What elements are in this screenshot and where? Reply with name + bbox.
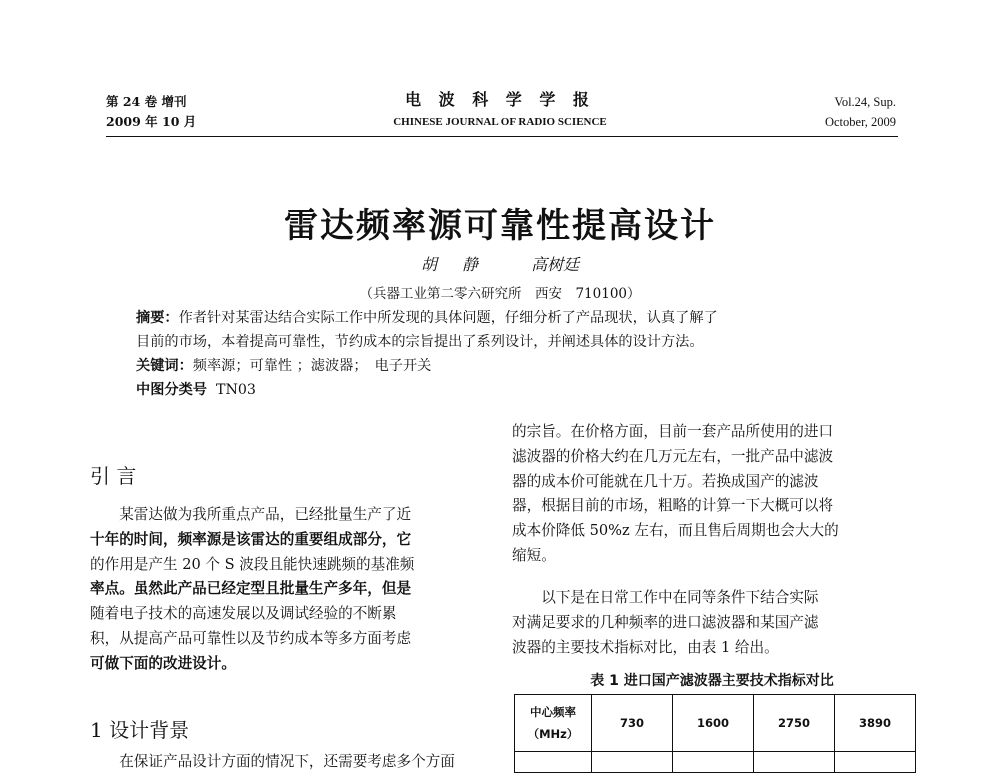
body-line: 波器的主要技术指标对比，由表 1 给出。 <box>512 638 779 656</box>
right-column-para-b <box>512 586 912 660</box>
body-line: 器的成本价可能就在几十万。若换成国产的滤波 <box>512 472 819 490</box>
body-line: 随着电子技术的高速发展以及调试经验的不断累 <box>90 605 397 623</box>
abstract-label: 摘要： <box>136 310 179 326</box>
table-cell <box>673 752 754 773</box>
body-line: 器，根据目前的市场，粗略的计算一下大概可以将 <box>512 497 834 515</box>
body-line: 某雷达做为我所重点产品，已经批量生产了近 <box>119 506 412 523</box>
table-row <box>515 752 916 773</box>
abstract-block <box>136 306 876 402</box>
body-line: 的宗旨。在价格方面，目前一套产品所使用的进口 <box>512 423 834 440</box>
paper-title: 雷达频率源可靠性提高设计 <box>284 206 716 246</box>
classification-line <box>136 378 876 402</box>
abstract-text-2: 目前的市场，本着提高可靠性，节约成本的宗旨提出了系列设计，并阐述具体的设计方法。 <box>136 334 704 350</box>
body-line: 的作用是产生 20 个 S 波段且能快速跳频的基准频 <box>90 555 415 573</box>
body-line: 对满足要求的几种频率的进口滤波器和某国产滤 <box>512 613 819 631</box>
body-line: 可做下面的改进设计。 <box>90 654 236 672</box>
running-header-vol-en <box>825 92 896 132</box>
header-label-line-1: 中心频率 <box>530 705 576 719</box>
spec-table-wrap <box>514 694 916 760</box>
body-line: 滤波器的价格大约在几万元左右，一批产品中滤波 <box>512 447 834 465</box>
table-header-label <box>515 695 592 752</box>
table-caption: 表 1 进口国产滤波器主要技术指标对比 <box>590 673 834 689</box>
header-rule <box>106 136 898 137</box>
author-1: 胡 静 <box>420 255 478 274</box>
section-intro-heading: 引 言 <box>90 464 137 488</box>
body-line: 积，从提高产品可靠性以及节约成本等多方面考虑 <box>90 629 412 647</box>
author-2: 高树廷 <box>531 255 580 274</box>
table-cell <box>754 752 835 773</box>
table-col-730: 730 <box>592 695 673 752</box>
section-intro-body <box>90 503 492 677</box>
classification-label: 中图分类号 <box>136 382 207 398</box>
body-line: 缩短。 <box>512 546 556 564</box>
header-volume-en: Vol.24, Sup. <box>834 95 896 109</box>
right-column-para-a <box>512 420 912 569</box>
keywords-line <box>136 354 876 378</box>
body-line: 以下是在日常工作中在同等条件下结合实际 <box>541 589 819 606</box>
abstract-line-1 <box>136 306 876 330</box>
body-line: 率点。虽然此产品已经定型且批量生产多年，但是 <box>90 580 412 598</box>
table-cell <box>515 752 592 773</box>
section-background-partial <box>90 750 492 770</box>
journal-name-cn: 电 波 科 学 学 报 <box>405 90 595 109</box>
journal-name-en: CHINESE JOURNAL OF RADIO SCIENCE <box>393 116 607 128</box>
abstract-text-1: 作者针对某雷达结合实际工作中所发现的具体问题，仔细分析了产品现状，认真了解了 <box>178 310 718 326</box>
table-col-3890: 3890 <box>835 695 916 752</box>
body-line: 成本价降低 50%z 左右，而且售后周期也会大大的 <box>512 522 839 540</box>
keywords-text: 频率源；可靠性 ；滤波器； 电子开关 <box>192 358 432 374</box>
section-background-heading: 1 设计背景 <box>90 718 190 742</box>
header-date-cn: 2009 年 10 月 <box>106 114 197 129</box>
spec-table <box>514 694 916 773</box>
table-col-2750: 2750 <box>754 695 835 752</box>
table-col-1600: 1600 <box>673 695 754 752</box>
header-date-en: October, 2009 <box>824 115 896 129</box>
keywords-label: 关键词： <box>136 358 193 374</box>
table-cell <box>592 752 673 773</box>
classification-value: TN03 <box>215 382 256 398</box>
body-line-partial: 在保证产品设计方面的情况下，还需要考虑多个方面 <box>119 753 455 770</box>
table-header-row <box>515 695 916 752</box>
table-cell <box>835 752 916 773</box>
header-volume-issue: 第 24 卷 增刊 <box>106 94 187 109</box>
header-label-line-2: （MHz） <box>527 727 579 741</box>
author-list <box>0 252 1000 275</box>
body-line: 十年的时间，频率源是该雷达的重要组成部分，它 <box>90 530 412 548</box>
affiliation: （兵器工业第二零六研究所 西安 710100） <box>359 286 641 302</box>
